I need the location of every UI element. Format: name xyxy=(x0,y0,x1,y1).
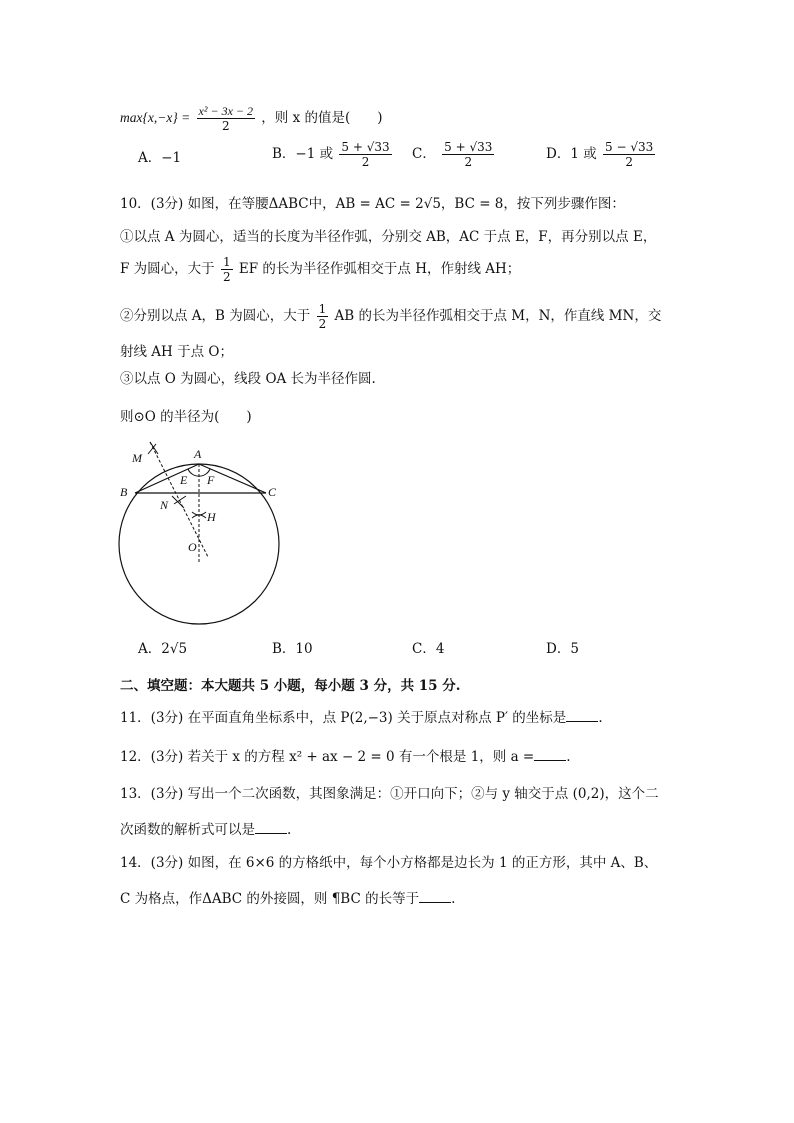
label-c: C xyxy=(268,485,277,499)
arc-h xyxy=(192,512,206,518)
segment-ab xyxy=(135,464,199,493)
q10-line-2: ①以点 A 为圆心，适当的长度为半径作弧，分别交 AB，AC 于点 E，F，再分别以点 E， xyxy=(120,229,657,245)
q13-line-2: 次函数的解析式可以是 . xyxy=(120,819,291,840)
arc-m-2 xyxy=(150,442,158,454)
q14-line-2: C 为格点，作ΔABC 的外接圆，则 ¶BC 的长等于 . xyxy=(120,888,455,909)
label-a: A xyxy=(194,447,202,461)
q9-stem xyxy=(120,104,383,133)
q10-option-b: B．10 xyxy=(272,641,313,657)
q10-option-a: A．2√5 xyxy=(138,641,188,657)
q9-option-c: C． $\frac{5 + √33}{2}$ xyxy=(412,140,493,169)
q11-blank[interactable] xyxy=(566,707,598,722)
q14-line-1: 14．(3分) 如图，在 6×6 的方格纸中，每个小方格都是边长为 1 的正方形，其中 A、B、 xyxy=(120,855,658,871)
q9-rest: ，则 x 的值是( ) xyxy=(261,110,383,126)
q10-option-c: C．4 xyxy=(412,641,445,657)
q11: 11．(3分) 在平面直角坐标系中，点 P(2,−3) 关于原点对称点 P′ 的坐标是 . xyxy=(120,707,603,728)
q10-line-7: 则⊙O 的半径为( ) xyxy=(120,409,252,425)
q14-blank[interactable] xyxy=(419,888,451,903)
label-n: N xyxy=(160,498,169,512)
q12-blank[interactable] xyxy=(534,746,566,761)
q10-option-d: D．5 xyxy=(546,641,579,657)
label-f: F xyxy=(207,473,215,487)
q9-option-d: D．1 或 $\frac{5 - √33}{2}$ xyxy=(546,140,654,169)
section-2-heading: 二、填空题：本大题共 5 小题，每小题 3 分，共 15 分. xyxy=(120,678,461,694)
q13-line-1: 13．(3分) 写出一个二次函数，其图象满足：①开口向下；②与 y 轴交于点 (0,2)，这个二 xyxy=(120,786,659,802)
q9-fraction: $\frac{\text{x² − 3x − 2}}{2}$ xyxy=(198,104,253,133)
label-b: B xyxy=(120,485,128,499)
q10-geometry-figure xyxy=(110,432,300,632)
q9-lhs: max{x,−x} = xyxy=(120,110,191,125)
label-m: M xyxy=(132,451,142,465)
q10-line-3: F 为圆心，大于 $\frac{1}{2}$ EF 的长为半径作弧相交于点 H，作射线 AH； xyxy=(120,255,521,284)
q13-blank[interactable] xyxy=(255,819,287,834)
q12: 12．(3分) 若关于 x 的方程 x² + ax − 2 = 0 有一个根是 1，则 a = . xyxy=(120,746,571,767)
label-e: E xyxy=(180,473,188,487)
label-h: H xyxy=(207,510,216,524)
q9-option-a: A．−1 xyxy=(138,150,182,166)
q9-option-b: B．−1 或 $\frac{5 + √33}{2}$ xyxy=(272,140,390,169)
q10-line-6: ③以点 O 为圆心，线段 OA 长为半径作圆. xyxy=(120,371,376,387)
q10-line-4: ②分别以点 A，B 为圆心，大于 $\frac{1}{2}$ AB 的长为半径作弧相交于点 M，N，作直线 MN，交 xyxy=(120,302,662,331)
q10-line-5: 射线 AH 于点 O； xyxy=(120,344,233,360)
label-o: O xyxy=(188,540,197,554)
q10-line-1: 10．(3分) 如图，在等腰ΔABC中，AB = AC = 2√5，BC = 8，按下列步骤作图： xyxy=(120,196,625,212)
